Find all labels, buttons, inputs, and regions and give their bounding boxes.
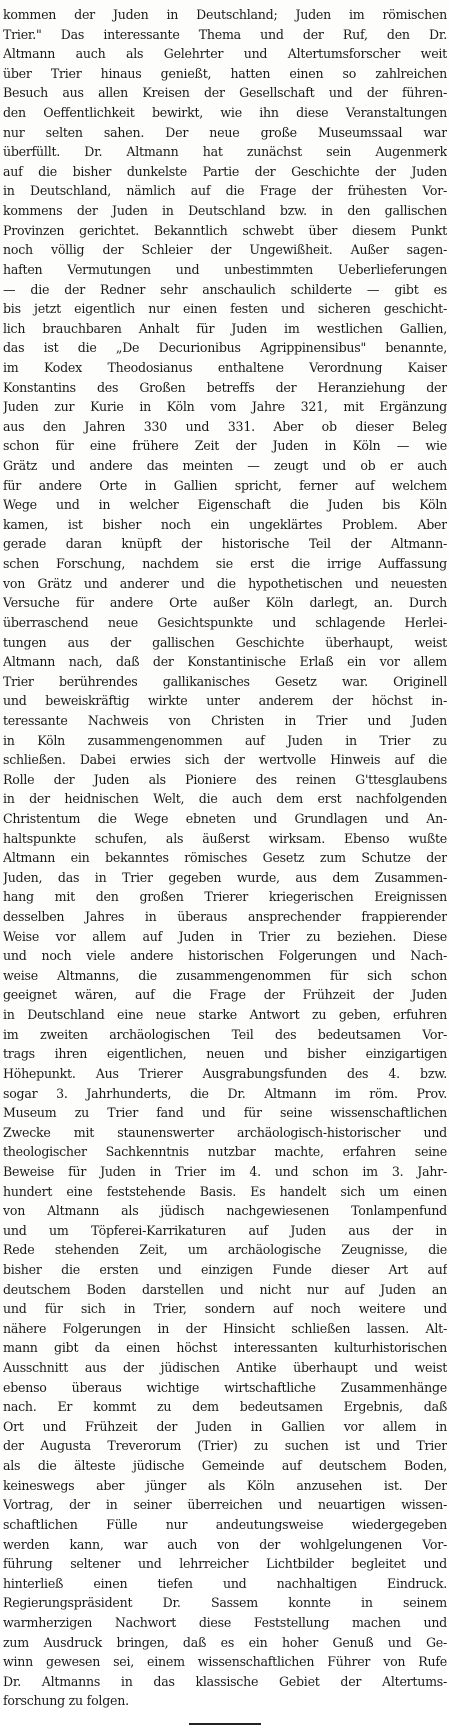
article-line: Rolle der Juden als Pioniere des reinen G'ttesglaubens	[3, 771, 447, 787]
article-line: überfüllt. Dr. Altmann hat zunächst sein Augenmerk	[3, 144, 447, 160]
article-line: auf die bisher dunkelste Partie der Geschichte der Juden	[3, 163, 447, 179]
article-line: Altmann auch als Gelehrter und Altertumsforscher weit	[3, 46, 447, 62]
article-line: warmherzigen Nachwort diese Feststellung machen und	[3, 1614, 447, 1630]
article-line: theologischer Sachkenntnis nutzbar machte, erfahren seine	[3, 1144, 447, 1160]
article-line: und noch viele andere historischen Folgerungen und Nach-	[3, 948, 447, 964]
article-line: für andere Orte in Gallien spricht, ferner auf welchem	[3, 477, 447, 493]
article-line: Trier berührendes gallikanisches Gesetz war. Originell	[3, 673, 447, 689]
article-line: in Deutschland eine neue starke Antwort zu geben, erfuhren	[3, 1007, 447, 1023]
article-line: Christentum die Wege ebneten und Grundlagen und An-	[3, 810, 447, 826]
article-line: kamen, ist bisher noch ein ungeklärtes Problem. Aber	[3, 516, 447, 532]
article-line: den Oeffentlichkeit bewirkt, wie ihn diese Veranstaltungen	[3, 105, 447, 121]
article-line: und um Töpferei-Karrikaturen auf Juden aus der in	[3, 1222, 447, 1238]
article-line: trags ihren eigentlichen, neuen und bisher einzigartigen	[3, 1046, 447, 1062]
article-line: Regierungspräsident Dr. Sassem konnte in seinem	[3, 1595, 447, 1611]
article-line: das ist die „De Decurionibus Agrippinensibus" benannte,	[3, 340, 447, 356]
article-line: teressante Nachweis von Christen in Trier und Juden	[3, 712, 447, 728]
article-line: Zwecke mit staunenswerter archäologisch-historischer und	[3, 1124, 447, 1140]
article-line: bis jetzt eigentlich nur einen festen und sicheren geschicht-	[3, 301, 447, 317]
article-line: kommens der Juden in Deutschland bzw. in den gallischen	[3, 203, 447, 219]
article-line: als die älteste jüdische Gemeinde auf deutschem Boden,	[3, 1458, 447, 1474]
article-line: — die der Redner sehr anschaulich schilderte — gibt es	[3, 281, 447, 297]
article-line: Altmann ein bekanntes römisches Gesetz zum Schutze der	[3, 850, 447, 866]
article-line: Museum zu Trier fand und für seine wissenschaftlichen	[3, 1105, 447, 1121]
article-line: aus den Jahren 330 und 331. Aber ob dieser Beleg	[3, 418, 447, 434]
article-line: und beweiskräftig wirkte unter anderem der höchst in-	[3, 693, 447, 709]
article-line: schließen. Dabei erwies sich der wertvolle Hinweis auf die	[3, 752, 447, 768]
article-line: tungen aus der gallischen Geschichte überhaupt, weist	[3, 634, 447, 650]
article-line: haften Vermutungen und unbestimmten Ueberlieferungen	[3, 261, 447, 277]
article-line: von Altmann als jüdisch nachgewiesenen Tonlampenfund	[3, 1203, 447, 1219]
article-line: Ausschnitt aus der jüdischen Antike überhaupt und weist	[3, 1360, 447, 1376]
article-line: Beweise für Juden in Trier im 4. und schon im 3. Jahr-	[3, 1163, 447, 1179]
article-line: Weise vor allem auf Juden in Trier zu beziehen. Diese	[3, 928, 447, 944]
article-line: schaftlichen Fülle nur andeutungsweise wiedergegeben	[3, 1516, 447, 1532]
article-line: der Augusta Treverorum (Trier) zu suchen ist und Trier	[3, 1438, 447, 1454]
article-line: werden kann, war auch von der wohlgelungenen Vor-	[3, 1536, 447, 1552]
article-line: Versuche für andere Orte außer Köln darlegt, an. Durch	[3, 595, 447, 611]
article-line: in Köln zusammengenommen auf Juden in Trier zu	[3, 732, 447, 748]
article-line: schon für eine frühere Zeit der Juden in Köln — wie	[3, 438, 447, 454]
article-line: geeignet wären, auf die Frage der Frühzeit der Juden	[3, 987, 447, 1003]
article-line: hinterließ einen tiefen und nachhaltigen Eindruck.	[3, 1575, 447, 1591]
article-line: Vortrag, der in seiner überreichen und neuartigen wissen-	[3, 1497, 447, 1513]
article-line: deutschem Boden darstellen und nicht nur auf Juden an	[3, 1281, 447, 1297]
article-line: noch völlig der Schleier der Ungewißheit. Außer sagen-	[3, 242, 447, 258]
article-line: haltspunkte schufen, als äußerst wirksam. Ebenso wußte	[3, 830, 447, 846]
article-line: über Trier hinaus genießt, hatten einen so zahlreichen	[3, 65, 447, 81]
article-line: Dr. Altmanns in das klassische Gebiet der Altertums-	[3, 1673, 447, 1689]
article-line: Besuch aus allen Kreisen der Gesellschaft und der führen-	[3, 85, 447, 101]
article-line: winn gewesen sei, einem wissenschaftlichen Führer von Rufe	[3, 1654, 447, 1670]
article-line: führung seltener und lehrreicher Lichtbilder begleitet und	[3, 1556, 447, 1572]
article-line: Wege und in welcher Eigenschaft die Juden bis Köln	[3, 497, 447, 513]
article-line: und für sich in Trier, sondern auf noch weitere und	[3, 1301, 447, 1317]
article-line: in der heidnischen Welt, die auch dem erst nachfolgenden	[3, 791, 447, 807]
article-line: überraschend neue Gesichtspunkte und schlagende Herlei-	[3, 614, 447, 630]
article-line: schen Forschung, nachdem sie erst die irrige Auffassung	[3, 556, 447, 572]
article-line: desselben Jahres in überaus ansprechender frappierender	[3, 909, 447, 925]
article-line: im Kodex Theodosianus enthaltene Verordnung Kaiser	[3, 359, 447, 375]
article-line: Trier." Das interessante Thema und der Ruf, den Dr.	[3, 26, 447, 42]
article-line: kommen der Juden in Deutschland; Juden im römischen	[3, 7, 447, 22]
article-line: Juden zur Kurie in Köln vom Jahre 321, mit Ergänzung	[3, 399, 447, 415]
article-line: Juden, das in Trier gegeben wurde, aus dem Zusammen-	[3, 869, 447, 885]
article-line: nur selten sahen. Der neue große Museumssaal war	[3, 124, 447, 140]
article-line: Ort und Frühzeit der Juden in Gallien vor allem in	[3, 1418, 447, 1434]
article-line: Höhepunkt. Aus Trierer Ausgrabungsfunden des 4. bzw.	[3, 1065, 447, 1081]
article-line: Konstantins des Großen betreffs der Heranziehung der	[3, 379, 447, 395]
article-line: bisher die ersten und einzigen Funde dieser Art auf	[3, 1262, 447, 1277]
article-line: ebenso überaus wichtige wirtschaftliche Zusammenhänge	[3, 1379, 447, 1395]
article-line: gerade daran knüpft der historische Teil der Altmann-	[3, 536, 447, 552]
article-line: Provinzen gerichtet. Bekanntlich schwebt über diesem Punkt	[3, 222, 447, 238]
article-line: hang mit den großen Trierer kriegerischen Ereignissen	[3, 889, 447, 905]
article-line: hundert eine feststehende Basis. Es handelt sich um einen	[3, 1183, 447, 1199]
article-line: in Deutschland, nämlich auf die Frage der frühesten Vor-	[3, 183, 447, 199]
article-line: Grätz und andere das meinten — zeugt und ob er auch	[3, 458, 447, 474]
article-line: Rede stehenden Zeit, um archäologische Zeugnisse, die	[3, 1242, 447, 1258]
article-line: forschung zu folgen.	[3, 1693, 129, 1709]
article-line: von Grätz und anderer und die hypothetischen und neuesten	[3, 575, 447, 591]
article-line: keineswegs aber jünger als Köln anzusehen ist. Der	[3, 1477, 447, 1493]
article-line: lich brauchbaren Anhalt für Juden im westlichen Gallien,	[3, 320, 447, 336]
article-line: nach. Er kommt zu dem bedeutsamen Ergebnis, daß	[3, 1399, 447, 1415]
article-line: weise Altmanns, die zusammengenommen für sich schon	[3, 967, 447, 983]
article-line: nähere Folgerungen in der Hinsicht schließen lassen. Alt-	[3, 1320, 447, 1336]
article-column	[3, 5, 447, 1711]
article-line: zum Ausdruck bringen, daß es ein hoher Genuß und Ge-	[3, 1634, 447, 1650]
article-line: Altmann nach, daß der Konstantinische Erlaß ein vor allem	[3, 654, 447, 670]
article-line: im zweiten archäologischen Teil des bedeutsamen Vor-	[3, 1026, 447, 1042]
article-line: mann gibt da einen höchst interessanten kulturhistorischen	[3, 1340, 447, 1356]
article-line: sogar 3. Jahrhunderts, die Dr. Altmann im röm. Prov.	[3, 1085, 447, 1101]
